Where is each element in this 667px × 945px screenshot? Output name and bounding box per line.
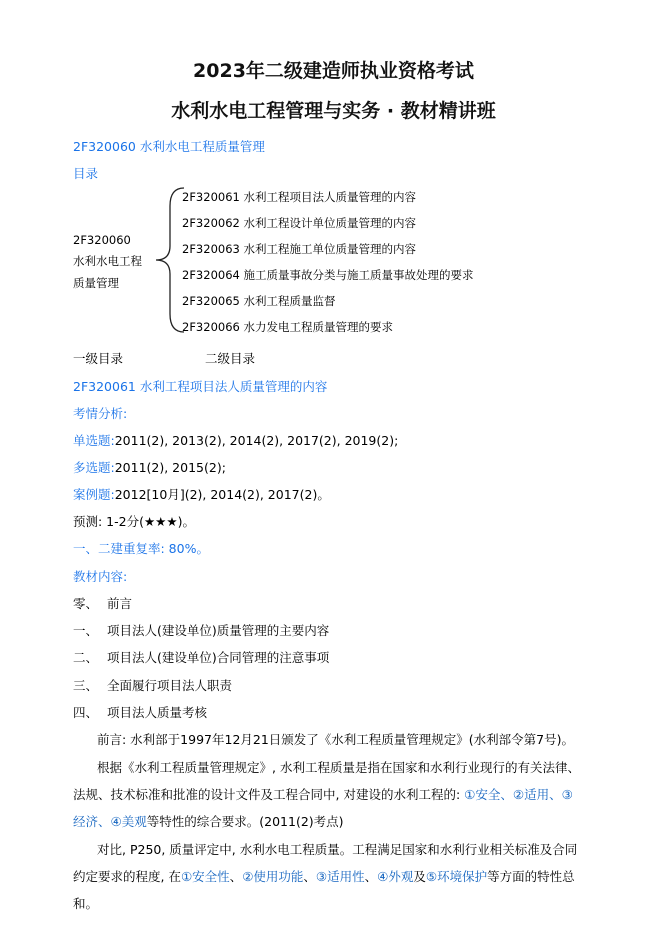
toc-item-2f320063[interactable]: 2F320063 水利工程施工单位质量管理的内容 bbox=[182, 242, 416, 256]
document-title: 2023年二级建造师执业资格考试 bbox=[193, 60, 474, 82]
analysis-heading: 考情分析: bbox=[73, 406, 128, 421]
toc-item-2f320064[interactable]: 2F320064 施工质量事故分类与施工质量事故处理的要求 bbox=[182, 268, 474, 282]
outline-item bbox=[73, 676, 232, 694]
text-run: 、 bbox=[229, 869, 243, 884]
text-run: 、 bbox=[500, 787, 513, 802]
text-run: 、 bbox=[98, 814, 111, 829]
keyword-environment: ⑤环境保护 bbox=[425, 869, 488, 884]
comparison-line-3: 和。 bbox=[73, 896, 99, 911]
keyword-safety: ①安全 bbox=[464, 787, 501, 802]
toc-root-name-2: 质量管理 bbox=[73, 276, 119, 290]
repeat-rate: 一、二建重复率: 80%。 bbox=[73, 541, 209, 556]
keyword-appearance: ④外观 bbox=[377, 869, 414, 884]
text-run: 、 bbox=[303, 869, 316, 884]
toc-item-2f320066[interactable]: 2F320066 水力发电工程质量管理的要求 bbox=[182, 320, 393, 334]
toc-root-code: 2F320060 bbox=[73, 233, 131, 247]
keyword-applicability-2: ③适用性 bbox=[315, 869, 365, 884]
quality-definition-line-1: 根据《水利工程质量管理规定》, 水利工程质量是指在国家和水利行业现行的有关法律、 bbox=[97, 760, 580, 775]
outline-item bbox=[73, 703, 207, 721]
outline-text: 项目法人质量考核 bbox=[107, 705, 208, 720]
quality-definition-line-2 bbox=[73, 785, 573, 803]
outline-num: 一、 bbox=[73, 623, 99, 638]
level1-label: 一级目录 bbox=[73, 351, 124, 366]
outline-num: 四、 bbox=[73, 705, 99, 720]
case-value: 2012[10月](2), 2014(2), 2017(2)。 bbox=[114, 487, 330, 502]
text-run: 、③ bbox=[549, 787, 573, 802]
outline-num: 二、 bbox=[73, 650, 99, 665]
case-label: 案例题: bbox=[73, 487, 115, 502]
text-run: 法规、技术标准和批准的设计文件及工程合同中, 对建设的水利工程的: bbox=[73, 787, 465, 802]
case-row bbox=[73, 485, 330, 503]
multi-choice-value: 2011(2), 2015(2); bbox=[114, 460, 226, 475]
multi-choice-label: 多选题: bbox=[73, 460, 115, 475]
outline-num: 三、 bbox=[73, 678, 99, 693]
outline-num: 零、 bbox=[73, 596, 99, 611]
level2-label: 二级目录 bbox=[205, 351, 256, 366]
text-run: 等方面的特性总 bbox=[487, 869, 575, 884]
outline-text: 全面履行项目法人职责 bbox=[107, 678, 233, 693]
text-run: 等特性的综合要求。(2011(2)考点) bbox=[146, 814, 344, 829]
toc-root-name-1: 水利水电工程 bbox=[73, 254, 142, 268]
keyword-applicability: ②适用 bbox=[512, 787, 550, 802]
outline-text: 前言 bbox=[107, 596, 133, 611]
content-heading: 教材内容: bbox=[73, 569, 128, 584]
forecast: 预测: 1-2分(★★★)。 bbox=[73, 514, 195, 529]
document-subtitle: 水利水电工程管理与实务 · 教材精讲班 bbox=[171, 100, 496, 122]
outline-item bbox=[73, 648, 329, 666]
text-run: 及 bbox=[413, 869, 426, 884]
toc-item-2f320065[interactable]: 2F320065 水利工程质量监督 bbox=[182, 294, 336, 308]
quality-definition-line-3 bbox=[73, 812, 344, 830]
keyword-safety-2: ①安全性 bbox=[180, 869, 230, 884]
section-heading: 2F320060 水利水电工程质量管理 bbox=[73, 139, 265, 154]
outline-text: 项目法人(建设单位)合同管理的注意事项 bbox=[107, 650, 330, 665]
text-run: 约定要求的程度, 在 bbox=[73, 869, 181, 884]
outline-item bbox=[73, 594, 132, 612]
preface-paragraph: 前言: 水利部于1997年12月21日颁发了《水利工程质量管理规定》(水利部令第7号)。 bbox=[97, 732, 575, 747]
single-choice-label: 单选题: bbox=[73, 433, 115, 448]
keyword-economy: 经济 bbox=[73, 814, 99, 829]
comparison-line-2 bbox=[73, 867, 575, 885]
outline-item bbox=[73, 621, 329, 639]
toc-item-2f320062[interactable]: 2F320062 水利工程设计单位质量管理的内容 bbox=[182, 216, 416, 230]
keyword-aesthetics: ④美观 bbox=[110, 814, 147, 829]
sub-heading: 2F320061 水利工程项目法人质量管理的内容 bbox=[73, 379, 328, 394]
single-choice-value: 2011(2), 2013(2), 2014(2), 2017(2), 2019(2); bbox=[114, 433, 399, 448]
text-run: 、 bbox=[364, 869, 378, 884]
single-choice-row bbox=[73, 431, 398, 449]
multi-choice-row bbox=[73, 458, 226, 476]
comparison-line-1: 对比, P250, 质量评定中, 水利水电工程质量。工程满足国家和水利行业相关标准及合同 bbox=[97, 842, 578, 857]
outline-text: 项目法人(建设单位)质量管理的主要内容 bbox=[107, 623, 330, 638]
toc-label: 目录 bbox=[73, 166, 99, 181]
brace-connector bbox=[150, 186, 186, 334]
toc-item-2f320061[interactable]: 2F320061 水利工程项目法人质量管理的内容 bbox=[182, 190, 416, 204]
keyword-function: ②使用功能 bbox=[242, 869, 304, 884]
